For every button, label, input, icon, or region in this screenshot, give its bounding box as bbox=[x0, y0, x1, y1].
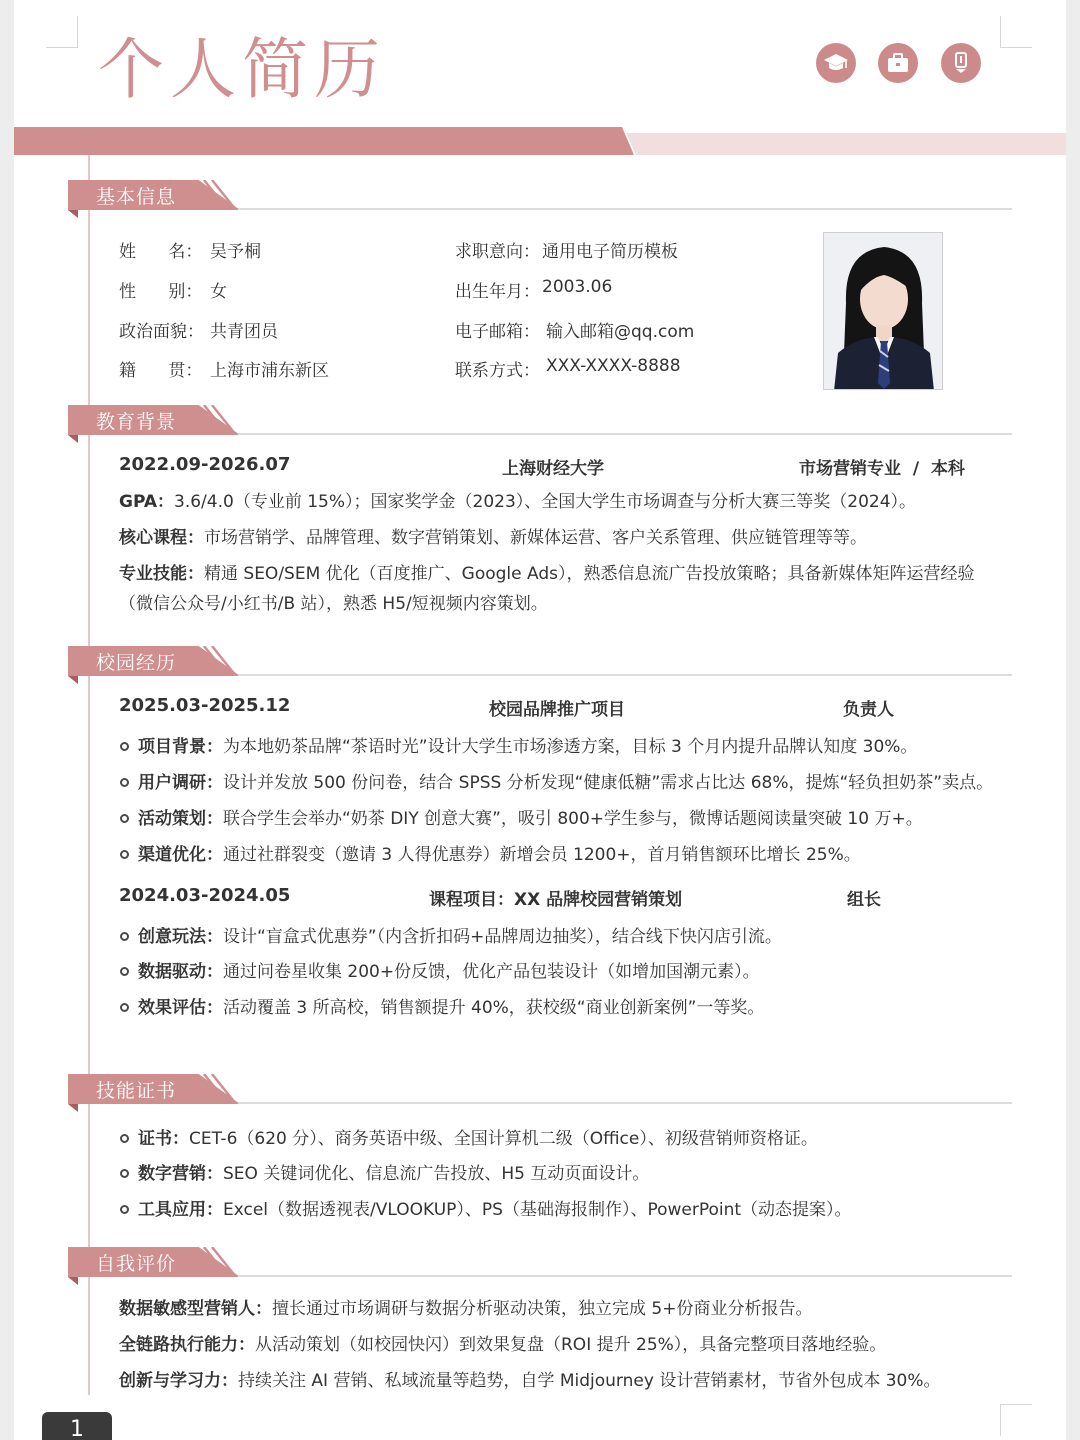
project-role: 组长 bbox=[847, 890, 881, 910]
self-item: 创新与学习力：持续关注 AI 营销、私域流量等趋势，自学 Midjourney 设计营销素材，节省外包成本 30%。 bbox=[119, 1371, 941, 1391]
edu-period: 2022.09-2026.07 bbox=[119, 454, 291, 475]
section-title: 基本信息 bbox=[96, 186, 177, 208]
section-education bbox=[68, 405, 1012, 445]
project-period: 2024.03-2024.05 bbox=[119, 885, 291, 906]
section-title: 校园经历 bbox=[96, 652, 177, 674]
birth-label: 出生年月： bbox=[455, 282, 540, 302]
list-item: 项目背景：为本地奶茶品牌“茶语时光”设计大学生市场渗透方案，目标 3 个月内提升品牌认知度 30%。 bbox=[120, 732, 917, 757]
list-item: 效果评估：活动覆盖 3 所高校，销售额提升 40%，获校级“商业创新案例”一等奖。 bbox=[120, 993, 764, 1018]
edu-skills: 专业技能：精通 SEO/SEM 优化（百度推广、Google Ads），熟悉信息流广告投放策略；具备新媒体矩阵运营经验（微信公众号/小红书/B 站），熟悉 H5/短视频内容策划。 bbox=[119, 564, 975, 614]
list-item: 用户调研：设计并发放 500 份问卷，结合 SPSS 分析发现“健康低糖”需求占比达 68%，提炼“轻负担奶茶”卖点。 bbox=[120, 768, 993, 793]
graduation-cap-icon bbox=[816, 43, 856, 83]
project-role: 负责人 bbox=[843, 700, 894, 720]
briefcase-icon bbox=[878, 43, 918, 83]
gender-value: 女 bbox=[210, 282, 227, 302]
self-item: 数据敏感型营销人：擅长通过市场调研与数据分析驱动决策，独立完成 5+份商业分析报告。 bbox=[119, 1299, 813, 1319]
edu-courses: 核心课程：市场营销学、品牌管理、数字营销策划、新媒体运营、客户关系管理、供应链管理等等。 bbox=[119, 528, 867, 548]
resume-title: 个人简历 bbox=[98, 31, 386, 108]
pen-icon bbox=[941, 43, 981, 83]
edu-major: 市场营销专业 / 本科 bbox=[799, 459, 965, 479]
list-item: 渠道优化：通过社群裂变（邀请 3 人得优惠券）新增会员 1200+，首月销售额环比增长 25%。 bbox=[120, 840, 861, 865]
name-label: 姓 名： bbox=[119, 242, 203, 262]
name-value: 吴予桐 bbox=[210, 242, 261, 262]
section-title: 技能证书 bbox=[96, 1080, 177, 1102]
project-name: 校园品牌推广项目 bbox=[489, 700, 625, 720]
section-title: 教育背景 bbox=[96, 411, 177, 433]
timeline-line bbox=[88, 155, 90, 1395]
job-label: 求职意向： bbox=[455, 242, 540, 262]
section-basic-info bbox=[68, 180, 1012, 220]
profile-photo bbox=[823, 232, 943, 390]
phone-value: XXX-XXXX-8888 bbox=[546, 356, 681, 376]
political-value: 共青团员 bbox=[210, 322, 278, 342]
origin-label: 籍 贯： bbox=[119, 361, 203, 381]
list-item: 数据驱动：通过问卷星收集 200+份反馈，优化产品包装设计（如增加国潮元素）。 bbox=[120, 957, 760, 982]
header-band bbox=[14, 127, 1066, 155]
corner-mark bbox=[1000, 1404, 1032, 1436]
edu-gpa: GPA：3.6/4.0（专业前 15%）；国家奖学金（2023）、全国大学生市场调查与分析大赛三等奖（2024）。 bbox=[119, 492, 917, 512]
section-campus bbox=[68, 646, 1012, 686]
section-skills bbox=[68, 1074, 1012, 1114]
corner-mark bbox=[46, 16, 78, 48]
political-label: 政治面貌： bbox=[119, 322, 204, 342]
list-item: 证书：CET-6（620 分）、商务英语中级、全国计算机二级（Office）、初级营销师资格证。 bbox=[120, 1124, 818, 1149]
project-period: 2025.03-2025.12 bbox=[119, 695, 291, 716]
list-item: 创意玩法：设计“盲盒式优惠券”（内含折扣码+品牌周边抽奖），结合线下快闪店引流。 bbox=[120, 922, 782, 947]
edu-school: 上海财经大学 bbox=[502, 459, 604, 479]
email-label: 电子邮箱： bbox=[455, 322, 540, 342]
section-self-evaluation bbox=[68, 1247, 1012, 1287]
page-number[interactable]: 1 bbox=[42, 1412, 112, 1440]
list-item: 数字营销：SEO 关键词优化、信息流广告投放、H5 互动页面设计。 bbox=[120, 1159, 649, 1184]
project-name: 课程项目：XX 品牌校园营销策划 bbox=[429, 890, 683, 910]
self-item: 全链路执行能力：从活动策划（如校园快闪）到效果复盘（ROI 提升 25%），具备完整项目落地经验。 bbox=[119, 1335, 887, 1355]
corner-mark bbox=[1000, 16, 1032, 48]
email-value: 输入邮箱@qq.com bbox=[546, 322, 695, 342]
gender-label: 性 别： bbox=[119, 282, 203, 302]
list-item: 工具应用：Excel（数据透视表/VLOOKUP）、PS（基础海报制作）、PowerPoint（动态提案）。 bbox=[120, 1195, 852, 1220]
phone-label: 联系方式： bbox=[455, 361, 540, 381]
section-title: 自我评价 bbox=[96, 1253, 177, 1275]
origin-value: 上海市浦东新区 bbox=[210, 361, 329, 381]
resume-page bbox=[14, 0, 1066, 1440]
job-value: 通用电子简历模板 bbox=[542, 242, 678, 262]
list-item: 活动策划：联合学生会举办“奶茶 DIY 创意大赛”，吸引 800+学生参与，微博话题阅读量突破 10 万+。 bbox=[120, 804, 923, 829]
birth-value: 2003.06 bbox=[542, 277, 613, 297]
